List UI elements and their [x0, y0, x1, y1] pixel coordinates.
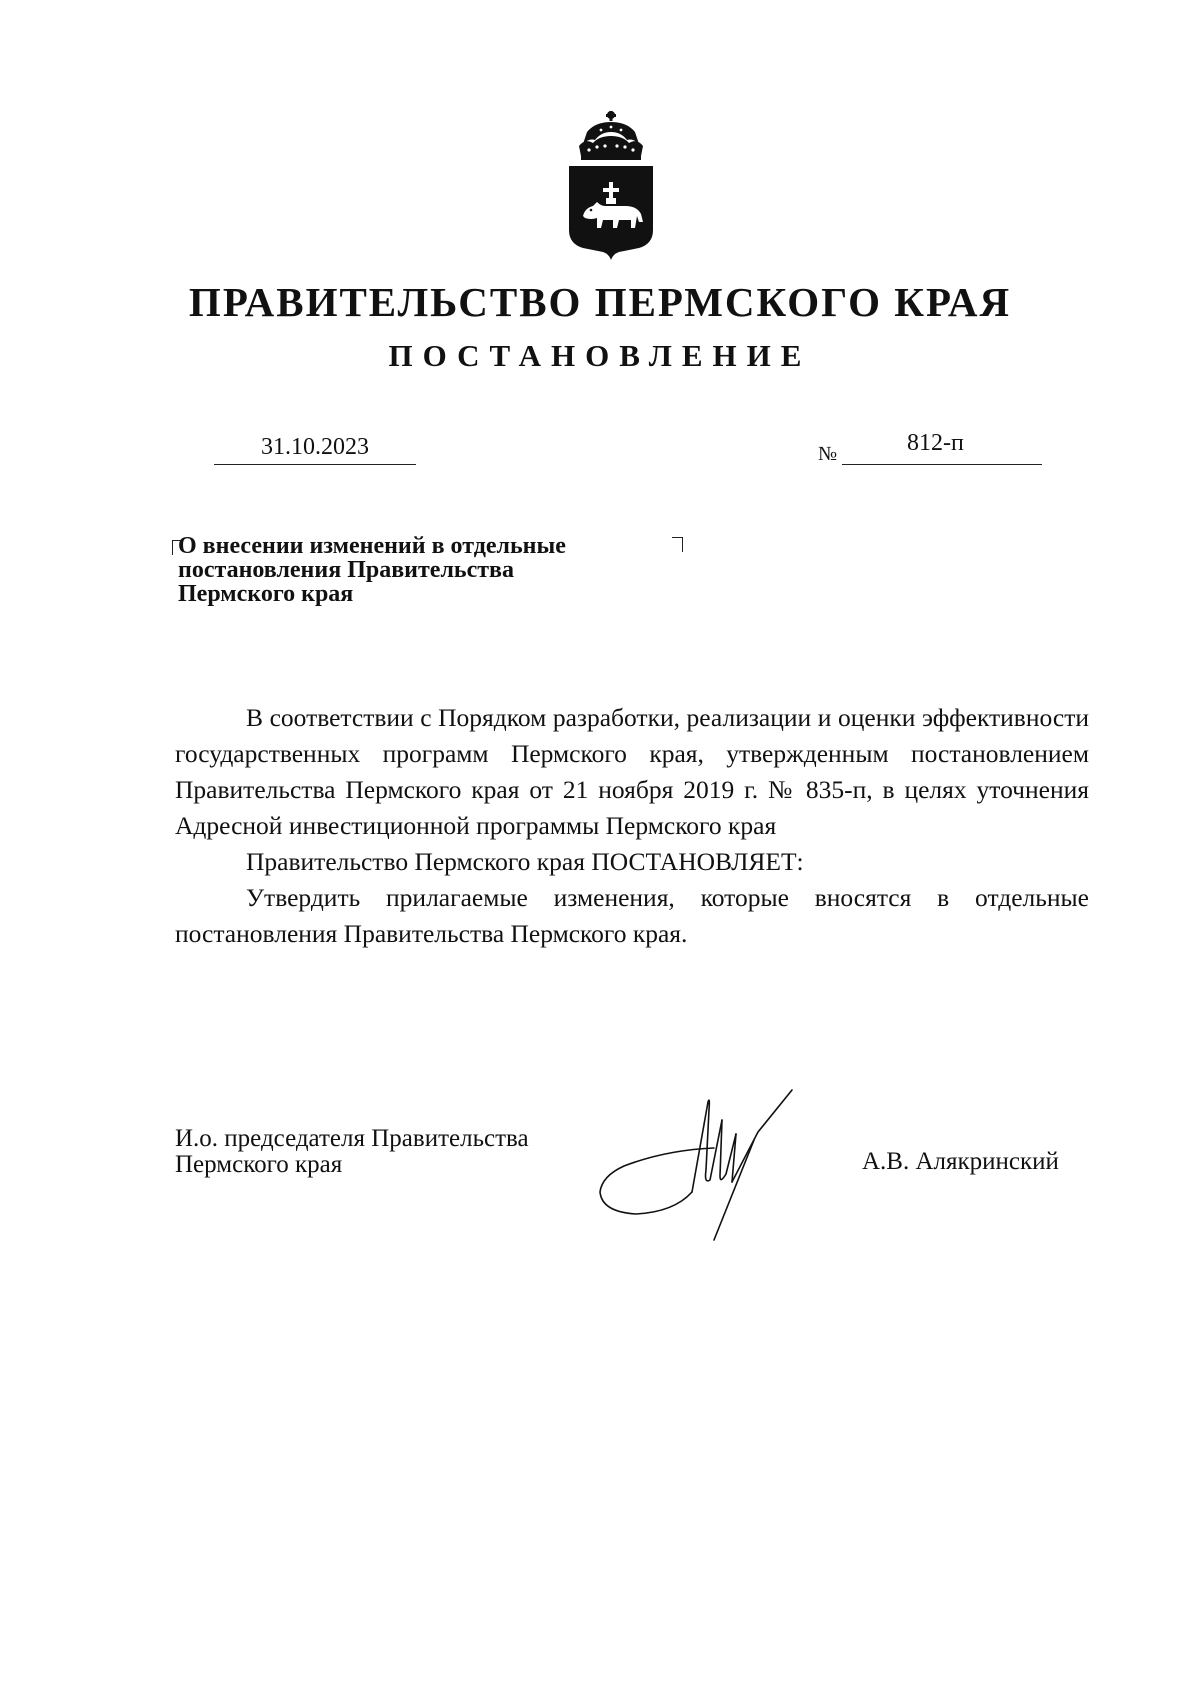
coat-of-arms-icon: [565, 110, 657, 262]
document-number: 812-п: [907, 430, 964, 456]
signer-position: [175, 1126, 529, 1178]
body-paragraph: Утвердить прилагаемые изменения, которые вносятся в отдельные постановления Правительства Пермского края.: [175, 883, 1089, 948]
document-subject: [178, 534, 658, 606]
number-sign: №: [818, 443, 838, 465]
subject-line: постановления Правительства: [178, 557, 514, 583]
date-field: [214, 430, 416, 465]
document-type-title: ПОСТАНОВЛЕНИЕ: [388, 338, 812, 373]
organization-title: ПРАВИТЕЛЬСТВО ПЕРМСКОГО КРАЯ: [188, 279, 1012, 325]
signer-position-line: И.о. председателя Правительства: [175, 1125, 529, 1152]
body-paragraph: Правительство Пермского края ПОСТАНОВЛЯЕТ:: [246, 847, 804, 876]
document-body: [175, 700, 1089, 952]
handwritten-signature-icon: [596, 1080, 806, 1250]
document-date: 31.10.2023: [261, 434, 369, 460]
subject-right-bracket: [672, 537, 683, 552]
subject-line: О внесении изменений в отдельные: [178, 533, 566, 559]
subject-line: Пермского края: [178, 581, 354, 607]
body-paragraph: В соответствии с Порядком разработки, реализации и оценки эффективности государственных программ Пермского края, утвержденным постановлением Правительства Пермского края от 21 ноября 2019 г. № 835-п, в целях уточнения Адресной инвестиционной программы Пермского края: [175, 703, 1089, 840]
signer-name: А.В. Алякринский: [862, 1148, 1059, 1175]
number-field: [842, 426, 1042, 465]
signer-position-line: Пермского края: [175, 1151, 343, 1178]
